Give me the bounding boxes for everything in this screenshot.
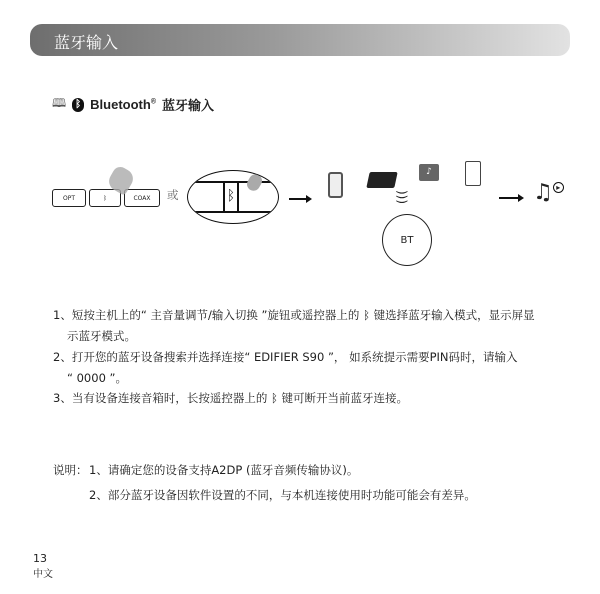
- header-title: 蓝牙输入: [54, 33, 119, 52]
- remote-bluetooth-key: ᛒ: [223, 181, 239, 211]
- note-1: 1、请确定您的设备支持A2DP (蓝牙音频传输协议)。: [89, 463, 359, 477]
- page-number: 13: [33, 552, 47, 565]
- key-bluetooth: [89, 189, 121, 207]
- section-header-bar: [30, 24, 570, 56]
- step-3: 3、当有设备连接音箱时，长按遥控器上的 ᛒ 键可断开当前蓝牙连接。: [53, 391, 409, 405]
- key-opt: OPT: [52, 189, 86, 207]
- arrow-icon: [499, 197, 519, 199]
- or-label: 或: [167, 188, 179, 202]
- arrow-icon: [289, 198, 307, 200]
- laptop-icon: [366, 172, 397, 188]
- book-icon: 🕮: [52, 96, 67, 110]
- remote-closeup: [187, 170, 279, 224]
- wireless-signal-icon: ))): [395, 189, 410, 205]
- bluetooth-logo-icon: ᛒ: [72, 98, 84, 112]
- section-heading: [52, 94, 214, 115]
- bluetooth-brand: Bluetooth®: [90, 97, 156, 112]
- section-title: 蓝牙输入: [161, 99, 214, 114]
- key-coax: COAX: [124, 189, 160, 207]
- tablet-icon: [465, 161, 481, 186]
- language-label: 中文: [33, 569, 53, 580]
- step-2-cont: “ 0000 ”。: [67, 371, 127, 385]
- bt-source-circle: [382, 214, 432, 266]
- note-label: 说明：: [53, 463, 88, 477]
- step-1-cont: 示蓝牙模式。: [67, 329, 136, 343]
- step-2: 2、打开您的蓝牙设备搜索并选择连接“ EDIFIER S90 ”， 如系统提示需要PIN码时，请输入: [53, 350, 518, 364]
- bt-label: BT: [400, 234, 414, 246]
- tablet-music-icon: ♪: [419, 164, 439, 181]
- note-2: 2、部分蓝牙设备因软件设置的不同，与本机连接使用时功能可能会有差异。: [89, 488, 476, 502]
- music-play-icon: ♫ ▸: [533, 182, 564, 204]
- phone-icon: [328, 172, 343, 198]
- step-1: 1、短按主机上的“ 主音量调节/输入切换 ”旋钮或遥控器上的 ᛒ 键选择蓝牙输入模式，显示屏显: [53, 308, 535, 322]
- bluetooth-icon: ᛒ: [103, 194, 107, 202]
- bluetooth-icon: ᛒ: [363, 308, 370, 322]
- bluetooth-icon: ᛒ: [270, 391, 278, 405]
